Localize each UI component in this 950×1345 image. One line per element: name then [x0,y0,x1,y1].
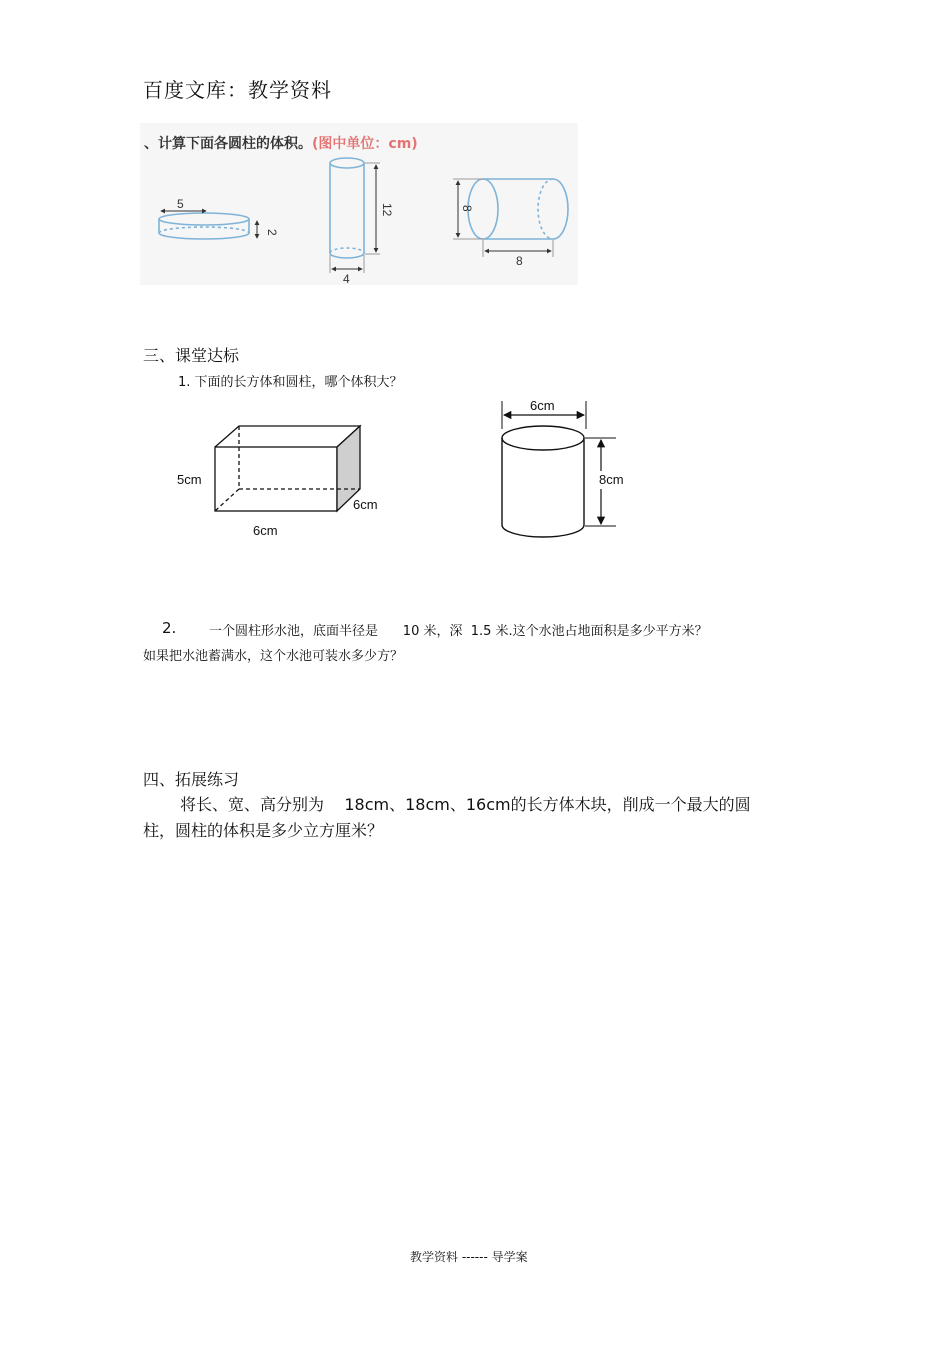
section-4-title: 四、拓展练习 [143,770,240,789]
label-box-width: 6cm [353,497,378,512]
label-c1-height: 2 [265,229,279,236]
cylinder [502,426,584,537]
cylinder-2 [330,158,364,258]
label-c1-diameter: 5 [177,197,184,211]
page-footer: 教学资料 ------ 导学案 [410,1250,528,1264]
extension-line-1: 将长、宽、高分别为 18cm、18cm、16cm的长方体木块，削成一个最大的圆 [180,795,751,814]
cylinders-diagram [140,123,578,285]
extension-line-2: 柱，圆柱的体积是多少立方厘米？ [143,821,384,840]
label-cyl-height: 8cm [599,472,624,487]
label-c3-length: 8 [516,254,523,268]
section-3-title: 三、课堂达标 [143,346,240,365]
unit-note: (图中单位：cm) [312,136,418,152]
question-2-number: 2. [162,619,177,637]
question-2-line-2: 如果把水池蓄满水，这个水池可装水多少方？ [143,649,404,664]
question-2-line-1: 一个圆柱形水池，底面半径是 10 米，深 1.5 米.这个水池占地面积是多少平方米？ [209,624,708,639]
cuboid [215,426,360,511]
cuboid-cylinder-diagram [160,395,660,550]
question-1: 1. 下面的长方体和圆柱，哪个体积大？ [178,375,403,390]
label-c2-diameter: 4 [343,272,350,285]
label-c3-diameter: 8 [460,205,474,212]
figure-cylinders-volume [140,123,578,285]
label-cyl-diameter: 6cm [530,398,555,413]
label-box-length: 6cm [253,523,278,538]
label-c2-height: 12 [380,203,394,217]
cylinder-3 [468,179,568,239]
label-box-height: 5cm [177,472,202,487]
document-header: 百度文库：教学资料 [143,78,332,102]
figure-instruction-text: 、计算下面各圆柱的体积。 [144,136,312,152]
cylinder-1 [159,213,249,239]
